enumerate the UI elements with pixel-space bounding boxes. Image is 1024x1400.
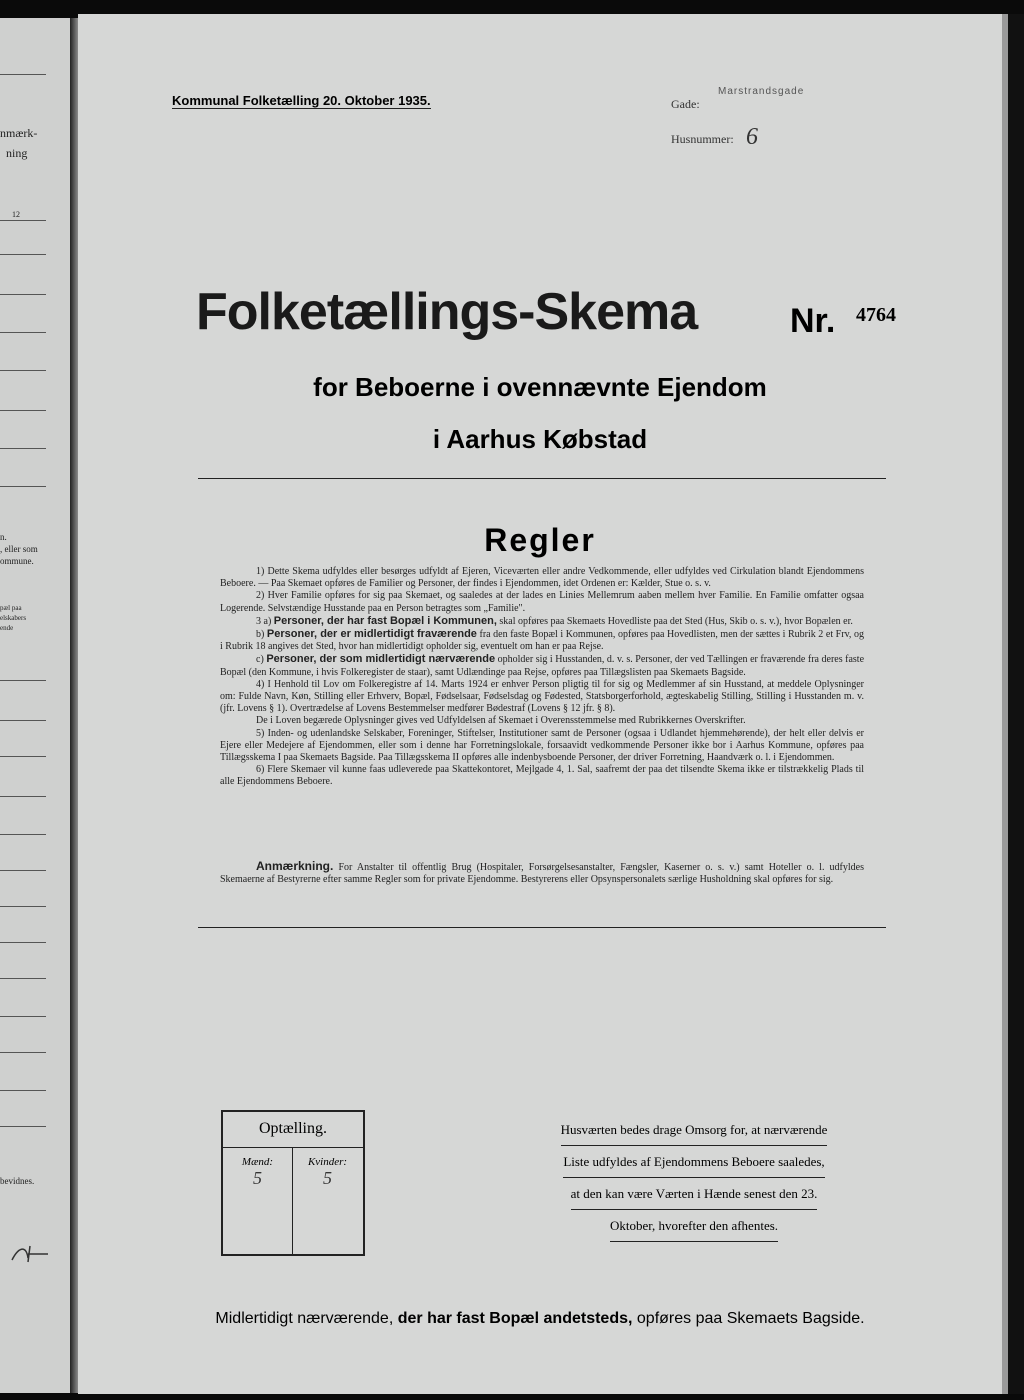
divider bbox=[223, 1147, 363, 1148]
rule-3b bbox=[220, 628, 864, 653]
divider bbox=[0, 978, 46, 979]
form-number: 4764 bbox=[856, 304, 896, 326]
page-fragment: n. bbox=[0, 532, 7, 542]
husnummer-label: Husnummer: bbox=[671, 132, 734, 146]
divider bbox=[0, 448, 46, 449]
kvinder-value: 5 bbox=[323, 1168, 332, 1188]
rule-1: 1) Dette Skema udfyldes eller besørges udfyldt af Ejeren, Viceværten eller andre Vedkommende, eller udfyldes ved Cirkulation blandt Ejendommens Beboere. — Paa Skemaet opføres de Familier og Personer, der findes i Ejendommen, idet Ordenen er: Kælder, Stue o. s. v. bbox=[220, 566, 864, 590]
page-fragment: ning bbox=[6, 146, 28, 160]
footer-text: opføres paa Skemaets Bagside. bbox=[636, 1310, 865, 1327]
gade-label: Gade: bbox=[671, 97, 700, 111]
rule-number: 3 a) bbox=[256, 615, 272, 627]
nr-label: Nr. bbox=[790, 302, 836, 340]
divider bbox=[0, 294, 46, 295]
census-header: Kommunal Folketælling 20. Oktober 1935. bbox=[172, 93, 431, 108]
page-fragment: ende bbox=[0, 624, 14, 632]
signature-mark bbox=[8, 1240, 52, 1266]
optaelling-title: Optælling. bbox=[258, 1120, 327, 1137]
divider bbox=[0, 1126, 46, 1127]
notice-line: Husværten bedes drage Omsorg for, at nærværende bbox=[561, 1114, 828, 1146]
page-edge bbox=[1002, 14, 1024, 1394]
maend-value: 5 bbox=[253, 1168, 262, 1188]
husnummer-value: 6 bbox=[746, 124, 758, 150]
page-fragment: elskabers bbox=[0, 614, 27, 622]
census-form-page bbox=[78, 14, 1002, 1394]
divider bbox=[0, 680, 46, 681]
maend-label: Mænd: bbox=[241, 1156, 274, 1168]
divider bbox=[0, 74, 46, 75]
husvaert-notice bbox=[524, 1114, 864, 1242]
anmaerkning-label: Anmærkning. bbox=[256, 859, 334, 873]
divider bbox=[0, 796, 46, 797]
footer-text: Midlertidigt nærværende, bbox=[215, 1310, 394, 1327]
divider bbox=[0, 1090, 46, 1091]
regler-heading: Regler bbox=[484, 522, 596, 558]
rule-5: 5) Inden- og udenlandske Selskaber, Foreninger, Stiftelser, Institutioner samt de Personer (ogsaa i Udlandet hjemmehørende), der helt eller delvis er Ejere eller Medejere af Ejendommen, eller som i denne har Forretningslokale, forsaavidt vedkommende Personer ikke bor i Aarhus Kommune, opføres paa Tillægsskema I paa Skemaets Bagside. Paa Tillægsskema II opføres alle indenbysboende Personer, der driver Forretning, Haandværk o. l. i Ejendommen. bbox=[220, 727, 864, 764]
subtitle-beboerne: for Beboerne i ovennævnte Ejendom bbox=[313, 372, 767, 402]
page-fragment: nmærk- bbox=[0, 126, 38, 140]
notice-line: at den kan være Værten i Hænde senest den 23. bbox=[571, 1178, 818, 1210]
rule-number: c) bbox=[256, 654, 264, 666]
anmaerkning-text: For Anstalter til offentlig Brug (Hospitaler, Forsørgelsesanstalter, Fængsler, Kaserner o. s. v.) samt Hoteller o. l. udfyldes Skemaerne af Bestyrerne efter samme Regler som for private Ejendomme. Bestyrerens eller Opsynspersonalets særlige Husholdning skal opføres for sig. bbox=[220, 862, 864, 885]
page-fragment: 12 bbox=[12, 210, 20, 219]
optaelling-box bbox=[221, 1110, 365, 1256]
rule-text: opholder sig i Husstanden, d. v. s. Personer, der ved Tællingen er fraværende fra deres faste Bopæl (den Kommune, i hvis Folkeregister de staar), samt Udlændinge paa Rejse, opføres paa Tillægslisten paa Skemaets Bagside. bbox=[220, 654, 865, 678]
notice-line: Liste udfyldes af Ejendommens Beboere saaledes, bbox=[563, 1146, 824, 1178]
rule-4b: De i Loven begærede Oplysninger gives ved Udfyldelsen af Skemaet i Overensstemmelse med Rubrikkernes Overskrifter. bbox=[256, 715, 746, 727]
divider bbox=[0, 1052, 46, 1053]
footer-emphasis: der har fast Bopæl andetsteds, bbox=[397, 1310, 633, 1327]
rule-text: fra den faste Bopæl i Kommunen, opføres paa Hovedlisten, men der sættes i Rubrik 2 et Frv, og i Rubrik 18 angives det Sted, hvor han midlertidigt opholder sig, eventuelt om han er paa Rejse. bbox=[220, 629, 864, 653]
subtitle-aarhus: i Aarhus Købstad bbox=[432, 424, 648, 454]
page-fragment: pæl paa bbox=[0, 604, 22, 612]
rules-text bbox=[220, 566, 864, 789]
divider bbox=[0, 1016, 46, 1017]
anmaerkning bbox=[220, 860, 864, 886]
divider bbox=[0, 220, 46, 221]
divider bbox=[0, 906, 46, 907]
page-fragment: , eller som bbox=[0, 544, 38, 554]
rule-emphasis: Personer, der er midlertidigt fraværende bbox=[266, 628, 477, 641]
anmaerkning-paragraph bbox=[220, 860, 864, 886]
divider bbox=[0, 370, 46, 371]
notice-line: Oktober, hvorefter den afhentes. bbox=[610, 1210, 778, 1242]
divider bbox=[198, 478, 886, 479]
rule-emphasis: Personer, der har fast Bopæl i Kommunen, bbox=[273, 614, 497, 627]
divider bbox=[0, 332, 46, 333]
rule-number: b) bbox=[256, 629, 265, 641]
rule-4: 4) I Henhold til Lov om Folkeregistre af 14. Marts 1924 er enhver Person pligtig til for sig og Medlemmer af sin Husstand, at meddele Oplysninger om: Fulde Navn, Køn, Stilling eller Erhverv, Bopæl, Fødselsaar, Fødselsdag og Fødested, Statsborgerforhold, ægteskabelig Stilling, Stilling i Husstanden m. v. (jfr. Lovens § 1). Overtrædelse af Lovens Bestemmelser medfører Bødestraf (Lovens § 12 jfr. § 8). bbox=[220, 678, 864, 715]
divider bbox=[0, 720, 46, 721]
kvinder-label: Kvinder: bbox=[307, 1156, 348, 1168]
rule-3a bbox=[220, 615, 864, 628]
divider bbox=[0, 834, 46, 835]
left-facing-page bbox=[0, 18, 70, 1393]
divider bbox=[198, 927, 886, 928]
divider bbox=[0, 756, 46, 757]
form-title: Folketællings-Skema bbox=[196, 283, 698, 341]
book-spine bbox=[70, 18, 78, 1393]
divider bbox=[0, 870, 46, 871]
divider bbox=[0, 942, 46, 943]
rule-6: 6) Flere Skemaer vil kunne faas udleverede paa Skattekontoret, Mejlgade 4, 1. Sal, saafremt der paa det tilsendte Skema ikke er tilstrækkelig Plads til alle Ejendommens Beboere. bbox=[220, 764, 864, 788]
page-fragment: ommune. bbox=[0, 556, 34, 566]
rule-2: 2) Hver Familie opføres for sig paa Skemaet, og saaledes at der lades en Linies Mellemrum aaben mellem hver Familie. En Familie omfatter ogsaa Logerende. Selvstændige Husstande paa en Person betragtes som „Familie". bbox=[220, 590, 864, 614]
page-fragment: bevidnes. bbox=[0, 1176, 35, 1186]
rule-3c bbox=[220, 653, 864, 678]
footer-note bbox=[78, 1310, 1002, 1328]
divider bbox=[0, 254, 46, 255]
rule-text: skal opføres paa Skemaets Hovedliste paa det Sted (Hus, Skib o. s. v.), hvor Bopælen er. bbox=[499, 615, 853, 627]
divider bbox=[0, 486, 46, 487]
gade-stamp: Marstrandsgade bbox=[718, 86, 805, 97]
divider bbox=[0, 410, 46, 411]
rule-emphasis: Personer, der som midlertidigt nærværende bbox=[266, 653, 496, 666]
